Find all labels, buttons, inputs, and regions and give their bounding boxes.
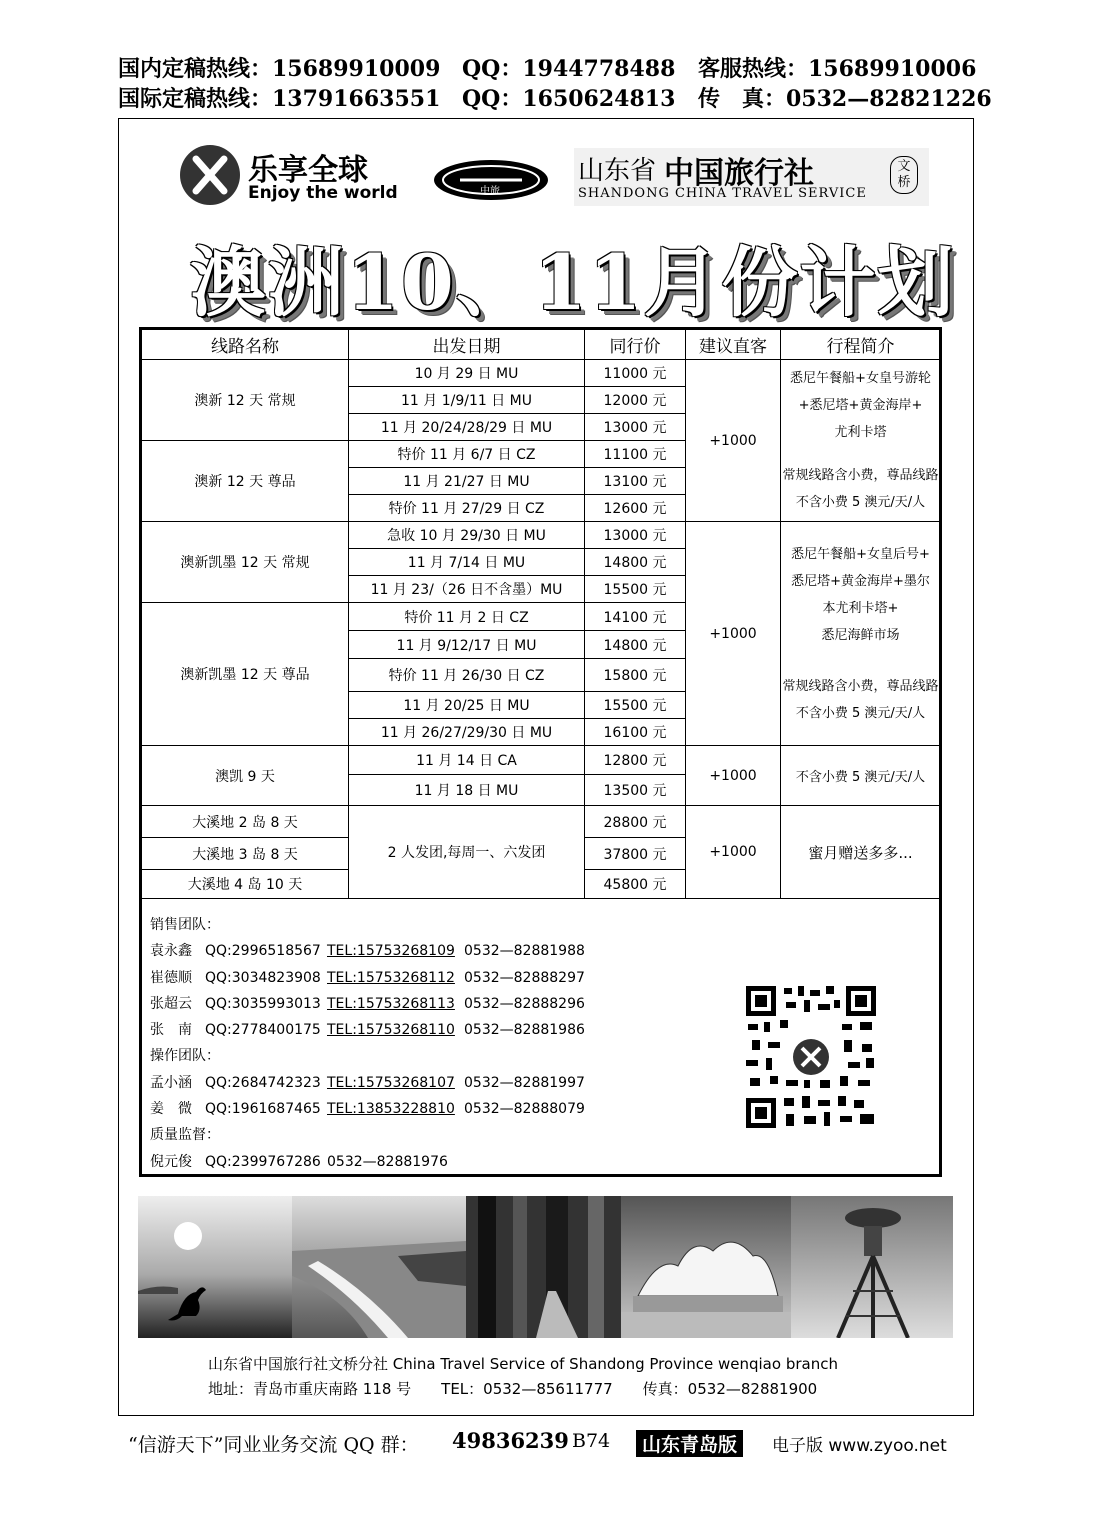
note-line: 悉尼午餐船+女皇号游轮 [790,371,931,386]
note-line: 常规线路含小费，尊品线路 [782,468,939,483]
header-markup: 建议直客 [686,330,781,360]
ops-team-label: 操作团队： [150,1048,220,1065]
note-line: 不含小费 5 澳元/天/人 [795,705,926,721]
domestic-qq: QQ：1944778488 [462,56,676,82]
qr-code-icon [744,984,878,1130]
note-line: +悉尼塔+黄金海岸+ [798,398,923,413]
team-section [150,912,585,1175]
team-member [150,1096,585,1122]
member-tel: TEL:15753268109 [327,943,455,960]
price-cell: 15800 元 [585,659,686,692]
sd-en-name: SHANDONG CHINA TRAVEL SERVICE [578,186,867,201]
price-cell: 28800 元 [585,806,686,838]
page-number: B74 [572,1430,611,1452]
date-cell: 特价 11 月 26/30 日 CZ [349,659,585,692]
member-name: 崔德顺 [150,969,192,986]
markup-cell: +1000 [686,806,781,899]
australia-photo-strip [138,1196,953,1338]
member-name: 张 南 [150,1022,192,1039]
sd-province: 山东省 [578,156,657,186]
route-cell: 澳新凯墨 12 天 常规 [142,522,349,603]
agency-name-line: 山东省中国旅行社文桥分社 China Travel Service of Shandong Province wenqiao branch [208,1355,838,1373]
member-qq: QQ:2399767286 [205,1153,321,1170]
markup-cell: +1000 [686,522,781,746]
member-tel: TEL:15753268112 [327,969,455,986]
price-cell: 15500 元 [585,692,686,719]
date-cell: 11 月 9/12/17 日 MU [349,631,585,659]
notes-cell: 蜜月赠送多多... [781,806,941,899]
date-cell: 11 月 14 日 CA [349,746,585,775]
member-tel: TEL:15753268113 [327,995,455,1012]
route-cell: 澳新 12 天 常规 [142,360,349,441]
price-cell: 14800 元 [585,549,686,576]
price-cell: 37800 元 [585,838,686,870]
member-phone: 0532—82888296 [464,995,585,1012]
agency-address-line: 地址：青岛市重庆南路 118 号 TEL：0532—85611777 传真：0532—82881900 [208,1380,818,1398]
team-member [150,965,585,991]
member-name: 孟小涵 [150,1074,192,1091]
qr-code[interactable] [744,984,878,1130]
page-title: 澳洲10、11月份计划 [190,238,956,327]
date-cell: 11 月 7/14 日 MU [349,549,585,576]
team-member [150,1149,585,1175]
table-header-row [142,330,941,360]
notes-cell [781,360,941,522]
member-qq: QQ:3035993013 [205,995,321,1012]
price-cell: 13500 元 [585,775,686,806]
price-cell: 12800 元 [585,746,686,775]
price-cell: 14800 元 [585,631,686,659]
member-qq: QQ:2996518567 [205,943,321,960]
route-cell: 澳凯 9 天 [142,746,349,806]
price-cell: 13000 元 [585,414,686,441]
member-name: 姜 微 [150,1101,192,1118]
price-cell: 11000 元 [585,360,686,387]
qq-group-number: 49836239 [452,1428,569,1453]
route-cell: 大溪地 3 岛 8 天 [142,838,349,870]
photo-strip-images [138,1196,953,1338]
price-cell: 13100 元 [585,468,686,495]
note-line: 本尤利卡塔+ [822,600,899,616]
header-price: 同行价 [585,330,686,360]
sd-branch-seal: 文桥 [890,156,918,194]
team-member [150,1017,585,1043]
qc-label: 质量监督： [150,1127,220,1144]
route-cell: 澳新凯墨 12 天 尊品 [142,603,349,746]
date-cell: 11 月 23/（26 日不含墨）MU [349,576,585,603]
member-tel: TEL:15753268107 [327,1074,455,1091]
table-row [142,360,941,387]
service-hotline: 客服热线：15689910006 [698,56,977,82]
member-qq: QQ:2778400175 [205,1022,321,1039]
enjoy-en-name: Enjoy the world [248,183,398,203]
ct-mark-text: 中旅 [480,186,500,197]
date-cell: 11 月 1/9/11 日 MU [349,387,585,414]
member-tel: TEL:13853228810 [327,1101,455,1118]
intl-hotline: 国际定稿热线：13791663551 [118,86,441,112]
member-qq: QQ:2684742323 [205,1074,321,1091]
member-phone: 0532—82881976 [327,1153,448,1170]
date-cell: 11 月 18 日 MU [349,775,585,806]
price-cell: 12600 元 [585,495,686,522]
date-cell: 2 人发团,每周一、六发团 [349,806,585,899]
note-line: 悉尼海鲜市场 [821,627,900,643]
qq-group-slogan: “信游天下”同业业务交流 QQ 群： [128,1434,419,1456]
route-cell: 大溪地 4 岛 10 天 [142,870,349,899]
header-notes: 行程简介 [781,330,941,360]
date-cell: 10 月 29 日 MU [349,360,585,387]
date-cell: 特价 11 月 6/7 日 CZ [349,441,585,468]
price-cell: 11100 元 [585,441,686,468]
date-cell: 11 月 20/24/28/29 日 MU [349,414,585,441]
date-cell: 11 月 26/27/29/30 日 MU [349,719,585,746]
price-cell: 13000 元 [585,522,686,549]
table-row [142,522,941,549]
markup-cell: +1000 [686,360,781,522]
header-route: 线路名称 [142,330,349,360]
route-cell: 大溪地 2 岛 8 天 [142,806,349,838]
sd-cts-name: 中国旅行社 [664,156,814,191]
notes-cell: 不含小费 5 澳元/天/人 [781,746,941,806]
team-member [150,1070,585,1096]
route-cell: 澳新 12 天 尊品 [142,441,349,522]
markup-cell: +1000 [686,746,781,806]
tour-plan-table [141,329,941,899]
domestic-hotline: 国内定稿热线：15689910009 [118,56,441,82]
member-tel: TEL:15753268110 [327,1022,455,1039]
intl-qq: QQ：1650624813 [462,86,676,112]
price-cell: 16100 元 [585,719,686,746]
team-member [150,991,585,1017]
team-member [150,938,585,964]
notes-cell [781,522,941,746]
member-phone: 0532—82888079 [464,1101,585,1118]
note-line: 常规线路含小费，尊品线路 [782,678,939,694]
date-cell: 急收 10 月 29/30 日 MU [349,522,585,549]
note-line: 不含小费 5 澳元/天/人 [795,495,926,510]
fax-number: 传 真：0532—82821226 [698,86,992,112]
edition-badge: 山东青岛版 [636,1430,743,1457]
date-cell: 11 月 21/27 日 MU [349,468,585,495]
shandong-cts-logo [574,148,929,206]
website-link[interactable]: 电子版 www.zyoo.net [772,1436,947,1456]
member-qq: QQ:3034823908 [205,969,321,986]
date-cell: 特价 11 月 2 日 CZ [349,603,585,631]
agency-footer [208,1352,838,1402]
note-line: 悉尼塔+黄金海岸+墨尔 [791,573,930,589]
member-name: 张超云 [150,995,192,1012]
date-cell: 11 月 20/25 日 MU [349,692,585,719]
ct-oval-logo [432,158,550,202]
table-row [142,746,941,775]
member-phone: 0532—82881997 [464,1074,585,1091]
member-phone: 0532—82888297 [464,969,585,986]
member-phone: 0532—82881988 [464,943,585,960]
member-name: 倪元俊 [150,1153,192,1170]
member-name: 袁永鑫 [150,943,192,960]
header-date: 出发日期 [349,330,585,360]
enjoy-cn-name: 乐享全球 [248,153,368,188]
date-cell: 特价 11 月 27/29 日 CZ [349,495,585,522]
member-phone: 0532—82881986 [464,1022,585,1039]
sales-team-label: 销售团队： [150,917,220,933]
table-row [142,806,941,838]
price-cell: 14100 元 [585,603,686,631]
price-cell: 15500 元 [585,576,686,603]
kangaroo-photo [138,1196,292,1338]
member-qq: QQ:1961687465 [205,1101,321,1118]
price-cell: 45800 元 [585,870,686,899]
note-line: 尤利卡塔 [834,425,887,440]
note-line: 悉尼午餐船+女皇后号+ [791,546,930,562]
price-cell: 12000 元 [585,387,686,414]
enjoy-world-logo [178,143,418,207]
